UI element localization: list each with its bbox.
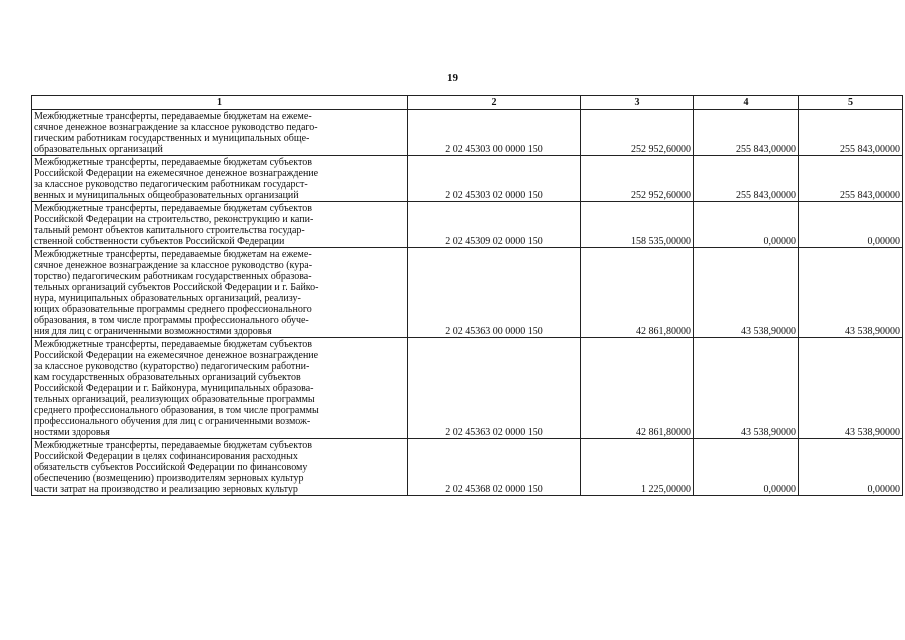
row-value-col5: 43 538,90000 (799, 338, 903, 439)
row-value-col4: 0,00000 (694, 202, 799, 248)
row-value-col3: 42 861,80000 (581, 338, 694, 439)
row-budget-code: 2 02 45368 02 0000 150 (408, 439, 581, 496)
row-value-col4: 255 843,00000 (694, 156, 799, 202)
row-value-col4: 255 843,00000 (694, 110, 799, 156)
row-budget-code: 2 02 45363 02 0000 150 (408, 338, 581, 439)
table-row (32, 338, 903, 439)
table-row (32, 202, 903, 248)
row-description: Межбюджетные трансферты, передаваемые бюджетам субъектов Российской Федерации в целях софинансирования расходных обязательств субъектов Российской Федерации по финансовому обеспечению (возмещению) производителям зерновых культур части затрат на производство и реализацию зерновых культур (32, 439, 408, 496)
column-header-3: 3 (581, 96, 694, 110)
row-value-col3: 252 952,60000 (581, 156, 694, 202)
row-value-col5: 0,00000 (799, 202, 903, 248)
row-value-col5: 255 843,00000 (799, 110, 903, 156)
table-row (32, 110, 903, 156)
column-header-1: 1 (32, 96, 408, 110)
row-value-col3: 1 225,00000 (581, 439, 694, 496)
row-budget-code: 2 02 45309 02 0000 150 (408, 202, 581, 248)
table-row (32, 248, 903, 338)
row-value-col3: 42 861,80000 (581, 248, 694, 338)
row-description: Межбюджетные трансферты, передаваемые бюджетам на ежеме- сячное денежное вознаграждение за классное руководство педаго- гическим работникам государственных и муниципальных обще- образовательных организаций (32, 110, 408, 156)
row-value-col4: 0,00000 (694, 439, 799, 496)
table-row (32, 439, 903, 496)
column-header-5: 5 (799, 96, 903, 110)
budget-table (31, 95, 903, 496)
row-value-col5: 255 843,00000 (799, 156, 903, 202)
row-value-col4: 43 538,90000 (694, 248, 799, 338)
row-description: Межбюджетные трансферты, передаваемые бюджетам субъектов Российской Федерации на строительство, реконструкцию и капи- тальный ремонт объектов капитального строительства государ- ственной собственности субъектов Российской Федерации (32, 202, 408, 248)
row-description: Межбюджетные трансферты, передаваемые бюджетам субъектов Российской Федерации на ежемесячное денежное вознаграждение за классное руководство педагогическим работникам государст- венных и муниципальных общеобразовательных организаций (32, 156, 408, 202)
row-value-col4: 43 538,90000 (694, 338, 799, 439)
row-budget-code: 2 02 45303 02 0000 150 (408, 156, 581, 202)
table-row (32, 156, 903, 202)
column-header-4: 4 (694, 96, 799, 110)
page-number: 19 (447, 72, 458, 84)
row-value-col3: 252 952,60000 (581, 110, 694, 156)
row-description: Межбюджетные трансферты, передаваемые бюджетам на ежеме- сячное денежное вознаграждение за классное руководство (кура- торство) педагогическим работникам государственных образова- тельных организаций субъектов Российской Федерации и г. Байко- нура, муниципальных образовательных организаций, реализу- ющих образовательные программы среднего профессионального образования, в том числе программы профессионального обуче- ния для лиц с ограниченными возможностями здоровья (32, 248, 408, 338)
table-header-row (32, 96, 903, 110)
row-description: Межбюджетные трансферты, передаваемые бюджетам субъектов Российской Федерации на ежемесячное денежное вознаграждение за классное руководство (кураторство) педагогическим работни- кам государственных образовательных организаций субъектов Российской Федерации и г. Байконура, муниципальных образова- тельных организаций, реализующих образовательные программы среднего профессионального образования, в том числе программы профессионального обучения для лиц с ограниченными возмож- ностями здоровья (32, 338, 408, 439)
row-budget-code: 2 02 45363 00 0000 150 (408, 248, 581, 338)
row-value-col3: 158 535,00000 (581, 202, 694, 248)
column-header-2: 2 (408, 96, 581, 110)
row-value-col5: 43 538,90000 (799, 248, 903, 338)
row-value-col5: 0,00000 (799, 439, 903, 496)
row-budget-code: 2 02 45303 00 0000 150 (408, 110, 581, 156)
